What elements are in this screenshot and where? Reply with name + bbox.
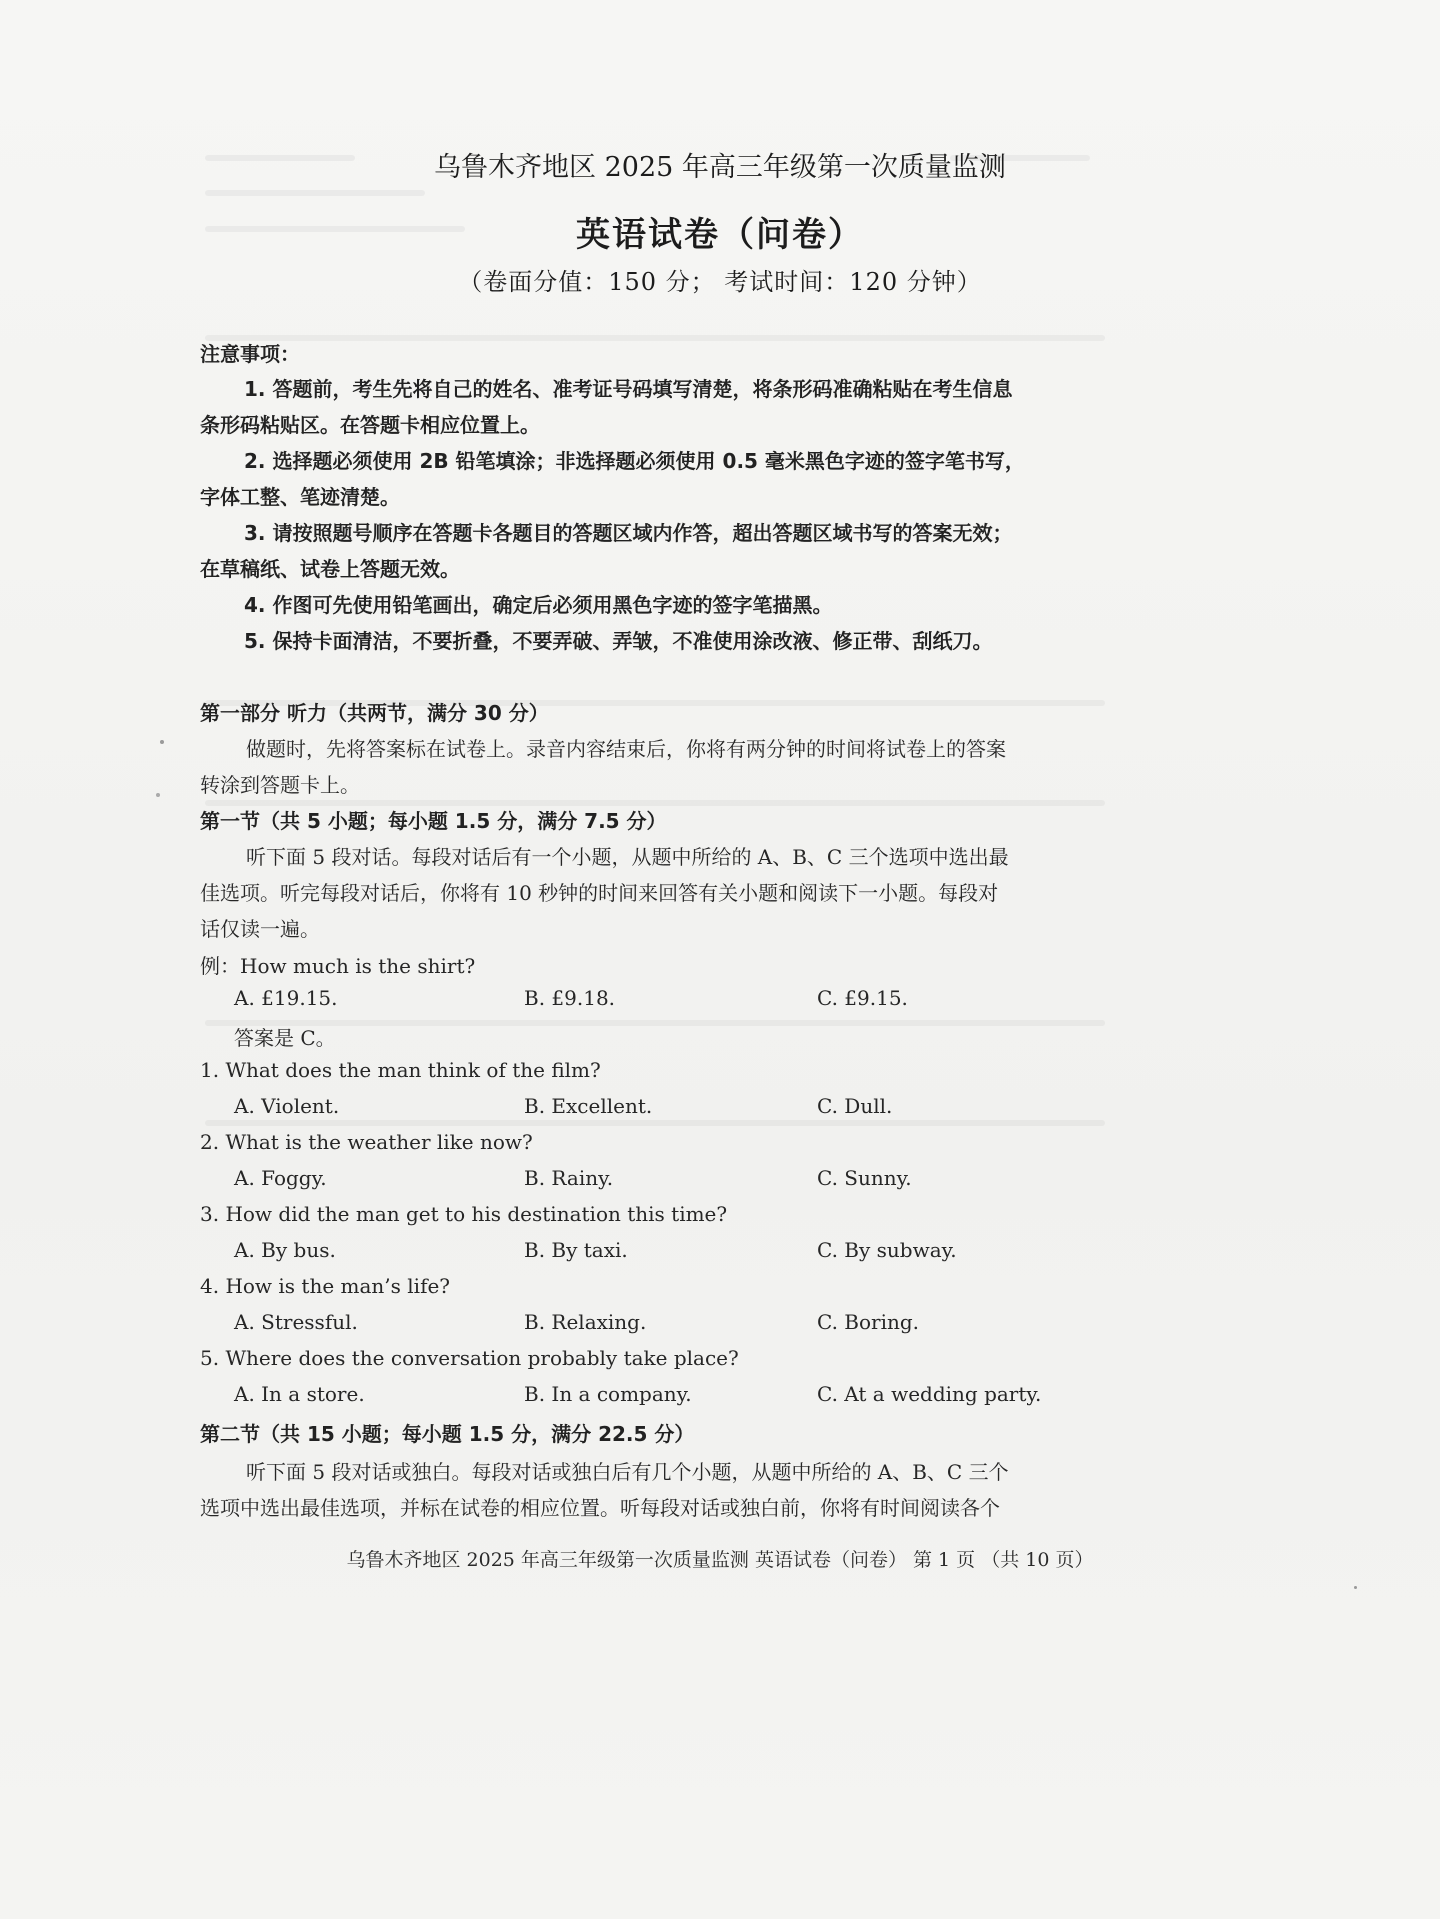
question-3-option-b: B. By taxi. xyxy=(524,1238,628,1262)
score-time-note: （卷面分值：150 分； 考试时间：120 分钟） xyxy=(458,268,982,296)
scan-speck xyxy=(156,793,160,797)
question-4-option-c: C. Boring. xyxy=(817,1310,920,1334)
section1-intro-line-3: 话仅读一遍。 xyxy=(200,917,320,941)
paper-subtitle: 英语试卷（问卷） xyxy=(576,215,864,255)
part1-intro-line-2: 转涂到答题卡上。 xyxy=(200,773,360,797)
bleed-through-line xyxy=(205,335,1105,341)
notice-heading: 注意事项： xyxy=(200,342,300,366)
section2-heading: 第二节（共 15 小题；每小题 1.5 分，满分 22.5 分） xyxy=(200,1422,695,1446)
notice-item-3-line-1: 3. 请按照题号顺序在答题卡各题目的答题区域内作答，超出答题区域书写的答案无效； xyxy=(244,521,1013,545)
bleed-through-line xyxy=(205,1120,1105,1126)
page-footer: 乌鲁木齐地区 2025 年高三年级第一次质量监测 英语试卷（问卷） 第 1 页 （共 10 页） xyxy=(346,1549,1094,1571)
scan-speck xyxy=(1354,1586,1357,1589)
part1-heading: 第一部分 听力（共两节，满分 30 分） xyxy=(200,701,549,725)
section1-intro-line-2: 佳选项。听完每段对话后，你将有 10 秒钟的时间来回答有关小题和阅读下一小题。每段对 xyxy=(200,881,999,905)
question-5-option-b: B. In a company. xyxy=(524,1382,692,1406)
question-2-option-b: B. Rainy. xyxy=(524,1166,614,1190)
section2-intro-line-2: 选项中选出最佳选项，并标在试卷的相应位置。听每段对话或独白前，你将有时间阅读各个 xyxy=(200,1496,1000,1520)
question-3-option-c: C. By subway. xyxy=(817,1238,957,1262)
question-4-option-b: B. Relaxing. xyxy=(524,1310,647,1334)
example-question: 例：How much is the shirt? xyxy=(200,954,476,978)
example-answer: 答案是 C。 xyxy=(234,1026,336,1050)
example-option-c: C. £9.15. xyxy=(817,986,908,1010)
question-5: 5. Where does the conversation probably take place? xyxy=(200,1346,739,1370)
example-option-b: B. £9.18. xyxy=(524,986,616,1010)
section1-intro-line-1: 听下面 5 段对话。每段对话后有一个小题，从题中所给的 A、B、C 三个选项中选出最 xyxy=(246,845,1009,869)
notice-item-5: 5. 保持卡面清洁，不要折叠，不要弄破、弄皱，不准使用涂改液、修正带、刮纸刀。 xyxy=(244,629,993,653)
notice-item-1-line-2: 条形码粘贴区。在答题卡相应位置上。 xyxy=(200,413,540,437)
notice-item-4: 4. 作图可先使用铅笔画出，确定后必须用黑色字迹的签字笔描黑。 xyxy=(244,593,833,617)
scan-speck xyxy=(160,740,164,744)
notice-item-2-line-2: 字体工整、笔迹清楚。 xyxy=(200,485,400,509)
notice-item-1-line-1: 1. 答题前，考生先将自己的姓名、准考证号码填写清楚，将条形码准确粘贴在考生信息 xyxy=(244,377,1013,401)
question-4: 4. How is the man’s life? xyxy=(200,1274,451,1298)
question-1-option-c: C. Dull. xyxy=(817,1094,893,1118)
question-5-option-a: A. In a store. xyxy=(234,1382,365,1406)
question-2-option-c: C. Sunny. xyxy=(817,1166,912,1190)
question-5-option-c: C. At a wedding party. xyxy=(817,1382,1042,1406)
bleed-through-line xyxy=(205,1020,1105,1026)
question-1-option-a: A. Violent. xyxy=(234,1094,340,1118)
question-2: 2. What is the weather like now? xyxy=(200,1130,533,1154)
section1-heading: 第一节（共 5 小题；每小题 1.5 分，满分 7.5 分） xyxy=(200,809,667,833)
question-3: 3. How did the man get to his destination this time? xyxy=(200,1202,728,1226)
section2-intro-line-1: 听下面 5 段对话或独白。每段对话或独白后有几个小题，从题中所给的 A、B、C 三个 xyxy=(246,1460,1009,1484)
question-1: 1. What does the man think of the film? xyxy=(200,1058,601,1082)
question-1-option-b: B. Excellent. xyxy=(524,1094,653,1118)
notice-item-2-line-1: 2. 选择题必须使用 2B 铅笔填涂；非选择题必须使用 0.5 毫米黑色字迹的签字笔书写， xyxy=(244,449,1025,473)
question-4-option-a: A. Stressful. xyxy=(234,1310,358,1334)
exam-title: 乌鲁木齐地区 2025 年高三年级第一次质量监测 xyxy=(434,152,1006,183)
example-option-a: A. £19.15. xyxy=(234,986,338,1010)
bleed-through-line xyxy=(205,190,425,196)
notice-item-3-line-2: 在草稿纸、试卷上答题无效。 xyxy=(200,557,460,581)
part1-intro-line-1: 做题时，先将答案标在试卷上。录音内容结束后，你将有两分钟的时间将试卷上的答案 xyxy=(246,737,1006,761)
question-2-option-a: A. Foggy. xyxy=(234,1166,327,1190)
question-3-option-a: A. By bus. xyxy=(234,1238,336,1262)
